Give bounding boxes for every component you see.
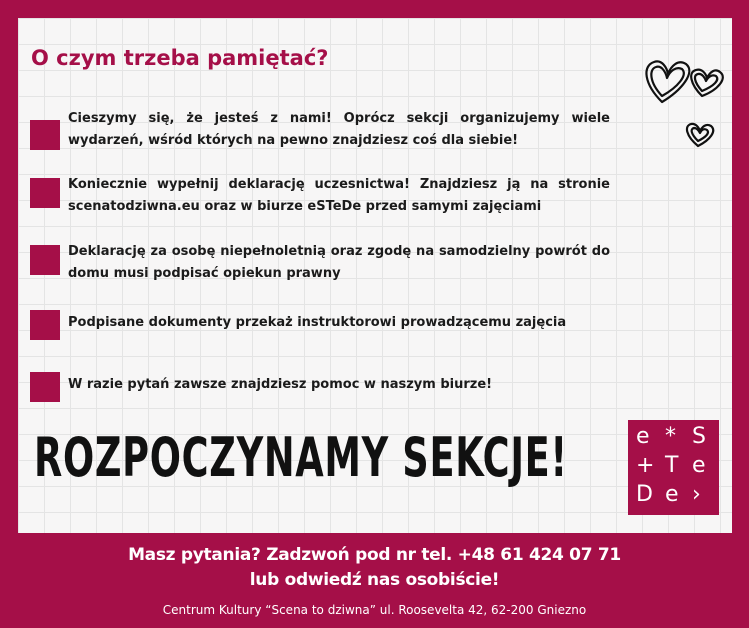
list-item-text: Deklarację za osobę niepełnoletnią oraz zgodę na samodzielny powrót do domu musi podpisać opiekun prawny	[68, 244, 610, 281]
logo-glyph: ›	[692, 482, 701, 507]
logo-glyph: +	[636, 453, 655, 478]
logo-glyph: T	[665, 453, 679, 478]
bullet-square	[30, 372, 60, 402]
list-item-text: W razie pytań zawsze znajdziesz pomoc w naszym biurze!	[68, 377, 493, 392]
list-item-text: Podpisane dokumenty przekaż instruktorowi prowadzącemu zajęcia	[68, 315, 567, 330]
estede-logo	[628, 420, 719, 515]
footer-address: Centrum Kultury “Scena to dziwna” ul. Roosevelta 42, 62-200 Gniezno	[162, 603, 587, 617]
logo-glyph: S	[692, 424, 706, 449]
bullet-square	[30, 310, 60, 340]
logo-glyph: e	[636, 424, 650, 449]
footer-phone-line: Masz pytania? Zadzwoń pod nr tel. +48 61 424 07 71	[128, 545, 621, 565]
list-item-text: Cieszymy się, że jesteś z nami! Oprócz sekcji organizujemy wiele wydarzeń, wśród których na pewno znajdziesz coś dla siebie!	[68, 111, 610, 148]
logo-glyph: *	[665, 424, 676, 449]
bullet-square	[30, 245, 60, 275]
bullet-square	[30, 178, 60, 208]
logo-glyph: e	[665, 482, 679, 507]
info-card	[18, 18, 732, 533]
logo-glyph: e	[692, 453, 706, 478]
bullet-square	[30, 120, 60, 150]
headline: ROZPOCZYNAMY SEKCJE!	[34, 426, 568, 489]
hearts-doodle-icon	[640, 44, 732, 154]
list-item-text: Koniecznie wypełnij deklarację uczesnictwa! Znajdziesz ją na stronie scenatodziwna.eu oraz w biurze eSTeDe przed samymi zajęciami	[68, 177, 610, 214]
footer-visit-line: lub odwiedź nas osobiście!	[249, 570, 500, 590]
card-heading: O czym trzeba pamiętać?	[31, 46, 329, 70]
logo-glyph: D	[636, 482, 653, 507]
